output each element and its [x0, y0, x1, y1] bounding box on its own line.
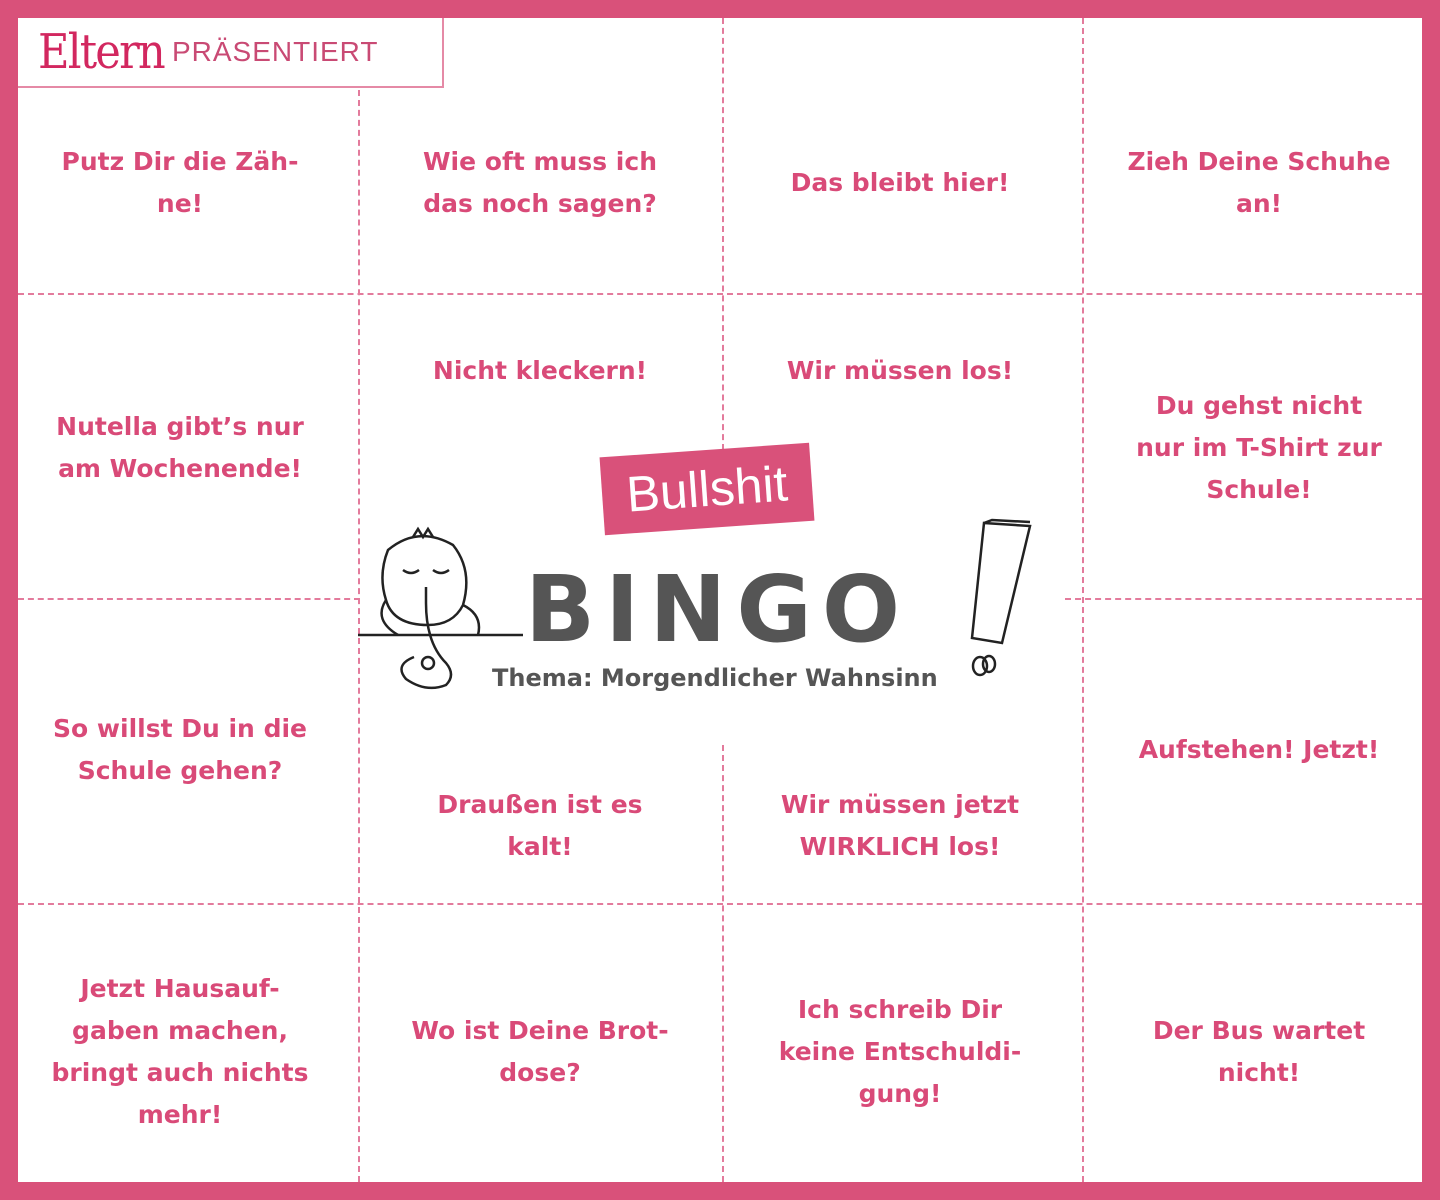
presents-label: PRÄSENTIERT — [171, 36, 379, 67]
grid-line — [18, 293, 1422, 295]
theme-subtitle: Thema: Morgendlicher Wahnsinn — [492, 664, 938, 692]
eltern-logo: Eltern — [38, 24, 164, 80]
bingo-cell: Draußen ist es kalt! — [437, 790, 643, 861]
grid-line — [722, 745, 724, 1182]
grid-line — [18, 903, 1422, 905]
bingo-cell: Du gehst nicht nur im T-Shirt zur Schule! — [1136, 391, 1382, 504]
bingo-title: BINGO — [525, 556, 911, 663]
exclamation-mark-icon — [962, 518, 1037, 683]
bingo-cell: Wie oft muss ich das noch sagen? — [422, 147, 657, 218]
bingo-cell: Ich schreib Dir keine Entschuldi- gung! — [778, 995, 1022, 1108]
grid-line — [722, 18, 724, 450]
bingo-cell: Nutella gibt’s nur am Wochenende! — [56, 412, 304, 483]
grid-line — [18, 598, 360, 600]
bingo-cell: Wo ist Deine Brot- dose? — [411, 1016, 669, 1087]
child-drawing-icon — [358, 525, 528, 690]
bingo-cell: Nicht kleckern! — [432, 356, 648, 385]
bingo-cell: Wir müssen jetzt WIRKLICH los! — [780, 790, 1020, 861]
grid-line — [1082, 18, 1084, 1182]
bingo-cell: Jetzt Hausauf- gaben machen, bringt auch nichts mehr! — [51, 974, 309, 1129]
bingo-cell: So willst Du in die Schule gehen? — [53, 714, 307, 785]
bullshit-badge: Bullshit — [600, 443, 815, 535]
grid-line — [1065, 598, 1422, 600]
bingo-cell: Der Bus wartet nicht! — [1152, 1016, 1366, 1087]
bingo-cell: Putz Dir die Zäh- ne! — [61, 147, 299, 218]
bingo-cell: Wir müssen los! — [786, 356, 1014, 385]
bingo-cell: Zieh Deine Schuhe an! — [1127, 147, 1391, 218]
bingo-cell: Das bleibt hier! — [790, 168, 1010, 197]
bingo-cell: Aufstehen! Jetzt! — [1138, 735, 1380, 764]
brand-header — [18, 18, 444, 88]
